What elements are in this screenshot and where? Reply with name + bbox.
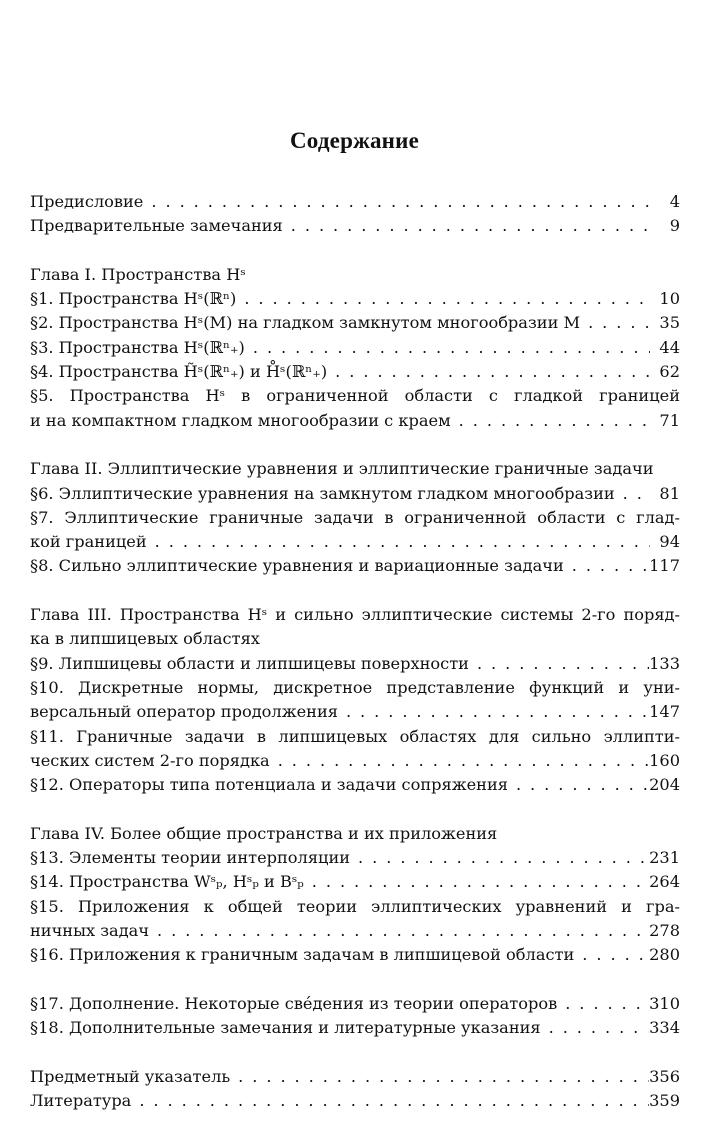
page-title: Содержание — [290, 128, 419, 153]
toc-entry-s15[interactable]: ничных задач . . . 278 — [30, 919, 680, 943]
toc-entry-s2[interactable]: §2. Пространства Hˢ(M) на гладком замкнутом многообразии M . . . 35 — [30, 311, 680, 335]
toc-entry-s9[interactable]: §9. Липшицевы области и липшицевы поверхности . . . 133 — [30, 652, 680, 676]
toc-entry-s7[interactable]: кой границей . . . 94 — [30, 530, 680, 554]
toc-entry-s4[interactable]: §4. Пространства H̃ˢ(ℝⁿ₊) и H̊ˢ(ℝⁿ₊) . . . 62 — [30, 360, 680, 384]
toc-entry-s17[interactable]: §17. Дополнение. Некоторые све́дения из теории операторов . . . 310 — [30, 992, 680, 1016]
toc-entry-s3[interactable]: §3. Пространства Hˢ(ℝⁿ₊) . . . 44 — [30, 336, 680, 360]
chapter-1-heading: Глава I. Пространства Hˢ — [30, 264, 246, 284]
toc-entry-s14[interactable]: §14. Пространства Wˢₚ, Hˢₚ и Bˢₚ . . . 264 — [30, 870, 680, 894]
toc-entry-s7-line1[interactable]: §7. Эллиптические граничные задачи в ограниченной области с глад- — [30, 507, 680, 527]
toc-entry-preliminary[interactable]: Предварительные замечания . . . 9 — [30, 214, 680, 238]
toc-entry-s11-line1[interactable]: §11. Граничные задачи в липшицевых областях для сильно эллипти- — [30, 726, 680, 746]
chapter-2-heading: Глава II. Эллиптические уравнения и эллиптические граничные задачи — [30, 459, 654, 479]
toc-entry-s15-line1[interactable]: §15. Приложения к общей теории эллиптических уравнений и гра- — [30, 896, 680, 916]
toc-entry-s18[interactable]: §18. Дополнительные замечания и литературные указания . . . 334 — [30, 1016, 680, 1040]
toc-entry-s6[interactable]: §6. Эллиптические уравнения на замкнутом гладком многообразии . . . 81 — [30, 482, 680, 506]
toc-entry-s13[interactable]: §13. Элементы теории интерполяции . . . 231 — [30, 846, 680, 870]
toc-entry-preface[interactable]: Предисловие . . . 4 — [30, 190, 680, 214]
chapter-3-heading: Глава III. Пространства Hˢ и сильно эллиптические системы 2-го поряд- — [30, 605, 680, 625]
toc-entry-references[interactable]: Литература . . . 359 — [30, 1089, 680, 1113]
toc-entry-s1[interactable]: §1. Пространства Hˢ(ℝⁿ) . . . 10 — [30, 287, 680, 311]
toc-entry-s5-line1[interactable]: §5. Пространства Hˢ в ограниченной области с гладкой границей — [30, 386, 680, 406]
toc-entry-s12[interactable]: §12. Операторы типа потенциала и задачи сопряжения . . . 204 — [30, 773, 680, 797]
toc-entry-s10[interactable]: версальный оператор продолжения . . . 147 — [30, 700, 680, 724]
toc-entry-s11[interactable]: ческих систем 2-го порядка . . . 160 — [30, 749, 680, 773]
toc-entry-subject-index[interactable]: Предметный указатель . . . 356 — [30, 1065, 680, 1089]
table-of-contents — [30, 190, 680, 1113]
toc-entry-s10-line1[interactable]: §10. Дискретные нормы, дискретное представление функций и уни- — [30, 677, 680, 697]
toc-entry-s16[interactable]: §16. Приложения к граничным задачам в липшицевой области . . . 280 — [30, 943, 680, 967]
toc-entry-s8[interactable]: §8. Сильно эллиптические уравнения и вариационные задачи . . . 117 — [30, 554, 680, 578]
toc-entry-s5[interactable]: и на компактном гладком многообразии с краем . . . 71 — [30, 409, 680, 433]
chapter-4-heading: Глава IV. Более общие пространства и их приложения — [30, 823, 498, 843]
chapter-3-heading-cont: ка в липшицевых областях — [30, 629, 260, 649]
